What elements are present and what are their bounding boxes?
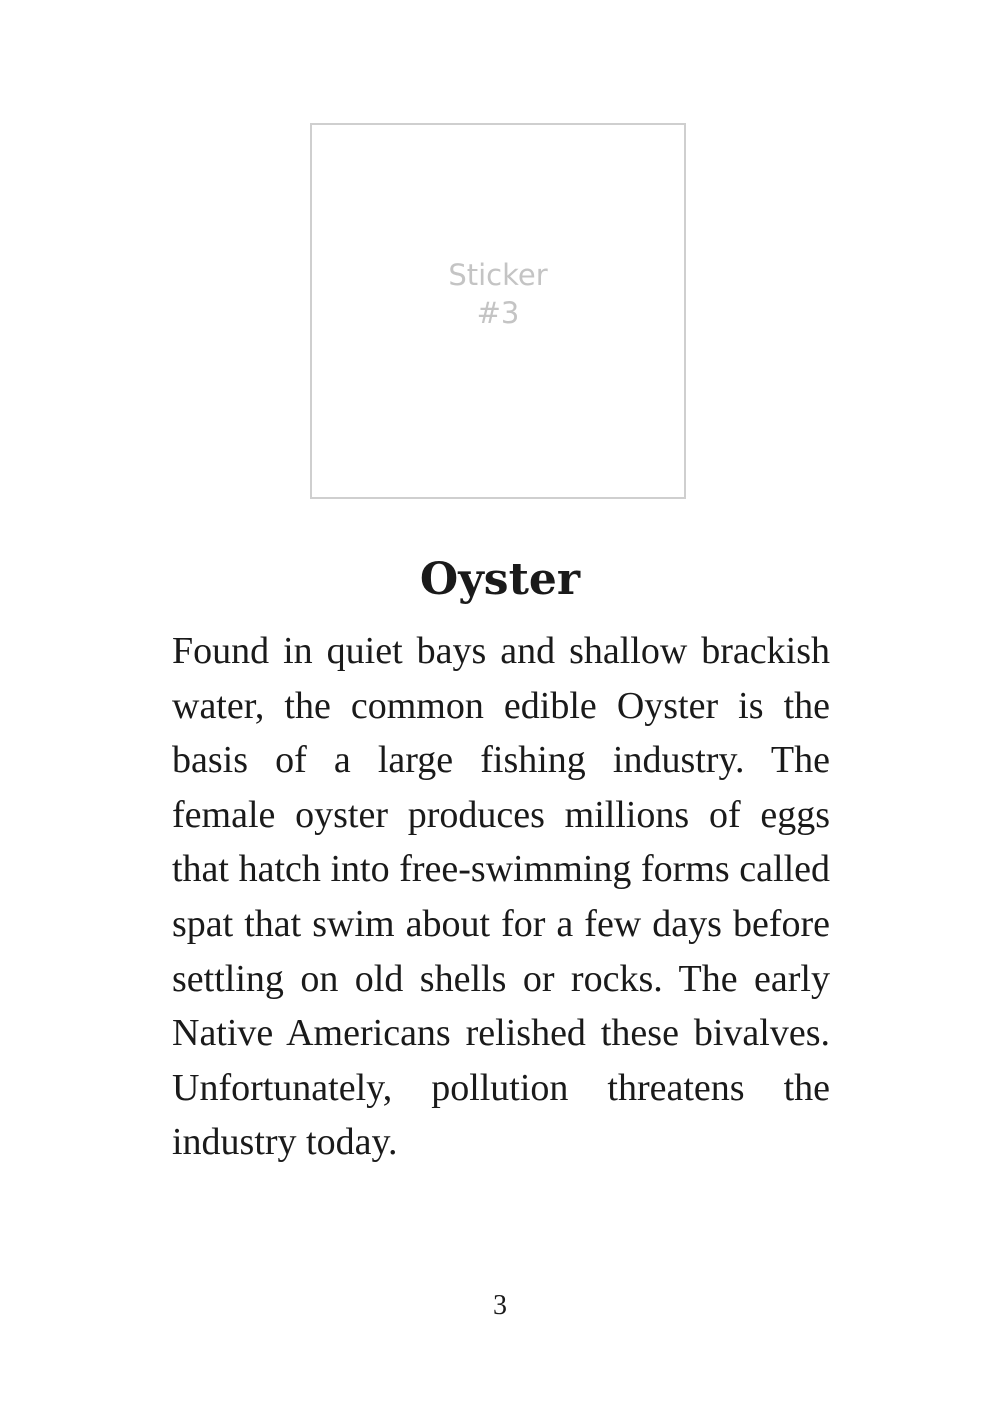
body-paragraph: Found in quiet bays and shallow brackish water, the common edible Oyster is the basis of a large fishing industry. The female oyster produces millions of eggs that hatch into free-swimming forms called spat that swim about for a few days before settling on old shells or rocks. The early Native Americans relished these bivalves. Unfortunately, pollution threatens the industry today. — [172, 630, 830, 1164]
sticker-label-line2: #3 — [476, 296, 520, 330]
sticker-label-line1: Sticker — [448, 258, 548, 292]
page-title: Oyster — [419, 554, 581, 605]
page-number: 3 — [493, 1290, 507, 1321]
sticker-label — [448, 256, 547, 332]
sticker-placeholder — [310, 123, 686, 499]
